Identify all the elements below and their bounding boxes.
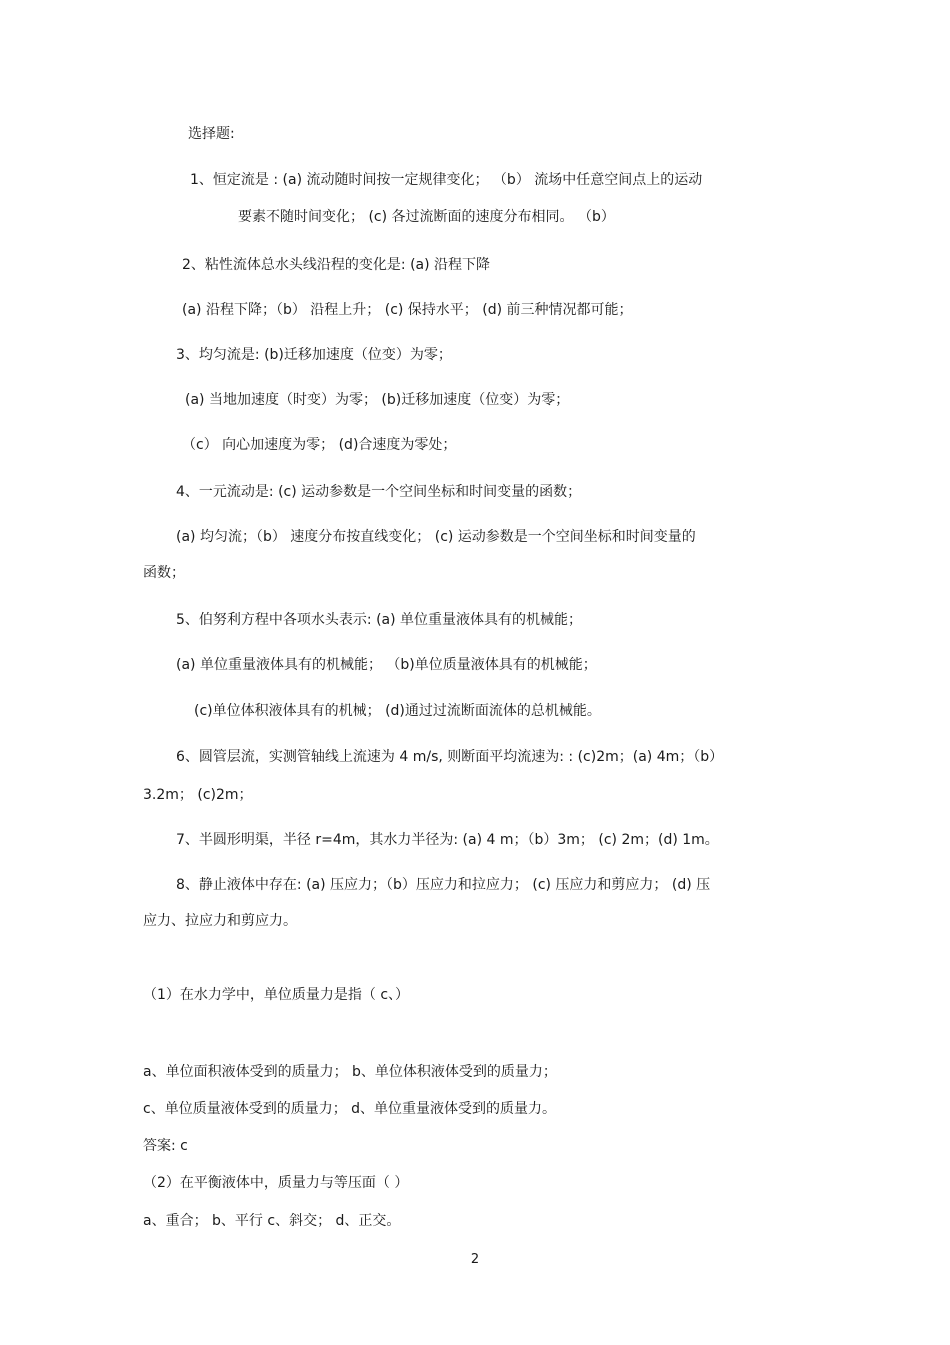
- question-8-line-1: 8、静止液体中存在: (a) 压应力；（b）压应力和拉应力； (c) 压应力和剪应力； (d) 压: [176, 877, 711, 893]
- subquestion-1-options-2: c、单位质量液体受到的质量力； d、单位重量液体受到的质量力。: [143, 1101, 557, 1117]
- question-2-options: (a) 沿程下降；（b） 沿程上升； (c) 保持水平； (d) 前三种情况都可能；: [182, 302, 633, 318]
- question-6-line-2: 3.2m； (c)2m；: [143, 787, 253, 803]
- question-3-options-2: （c） 向心加速度为零； (d)合速度为零处；: [182, 437, 457, 453]
- question-3-options-1: (a) 当地加速度（时变）为零； (b)迁移加速度（位变）为零；: [185, 392, 570, 408]
- question-4-options-cont: 函数；: [143, 565, 185, 581]
- subquestion-1-prompt: （1）在水力学中，单位质量力是指（ c、）: [143, 987, 410, 1003]
- question-7: 7、半圆形明渠，半径 r=4m，其水力半径为: (a) 4 m；（b）3m； (c) 2m；(d) 1m。: [176, 832, 719, 848]
- question-5-prompt: 5、伯努利方程中各项水头表示: (a) 单位重量液体具有的机械能；: [176, 612, 583, 628]
- question-4-prompt: 4、一元流动是: (c) 运动参数是一个空间坐标和时间变量的函数；: [176, 484, 582, 500]
- question-1-line-2: 要素不随时间变化； (c) 各过流断面的速度分布相同。 （b）: [238, 209, 615, 225]
- question-3-prompt: 3、均匀流是: (b)迁移加速度（位变）为零；: [176, 347, 452, 363]
- question-2-prompt: 2、粘性流体总水头线沿程的变化是: (a) 沿程下降: [182, 257, 491, 273]
- page-number: 2: [470, 1252, 480, 1267]
- question-5-options-1: (a) 单位重量液体具有的机械能； （b)单位质量液体具有的机械能；: [176, 657, 597, 673]
- subquestion-1-options-1: a、单位面积液体受到的质量力； b、单位体积液体受到的质量力；: [143, 1064, 557, 1080]
- subquestion-1-answer: 答案: c: [143, 1138, 188, 1154]
- question-6-line-1: 6、圆管层流，实测管轴线上流速为 4 m/s, 则断面平均流速为: : (c)2m；(a) 4m；（b）: [176, 749, 724, 765]
- question-1-line-1: 1、恒定流是 : (a) 流动随时间按一定规律变化； （b） 流场中任意空间点上的运动: [190, 172, 703, 188]
- question-5-options-2: (c)单位体积液体具有的机械； (d)通过过流断面流体的总机械能。: [194, 703, 601, 719]
- question-4-options: (a) 均匀流；（b） 速度分布按直线变化； (c) 运动参数是一个空间坐标和时间变量的: [176, 529, 696, 545]
- question-8-line-2: 应力、拉应力和剪应力。: [143, 913, 297, 929]
- subquestion-2-options: a、重合； b、平行 c、斜交； d、正交。: [143, 1213, 401, 1229]
- section-heading: 选择题:: [188, 126, 235, 142]
- subquestion-2-prompt: （2）在平衡液体中，质量力与等压面（ ）: [143, 1175, 409, 1191]
